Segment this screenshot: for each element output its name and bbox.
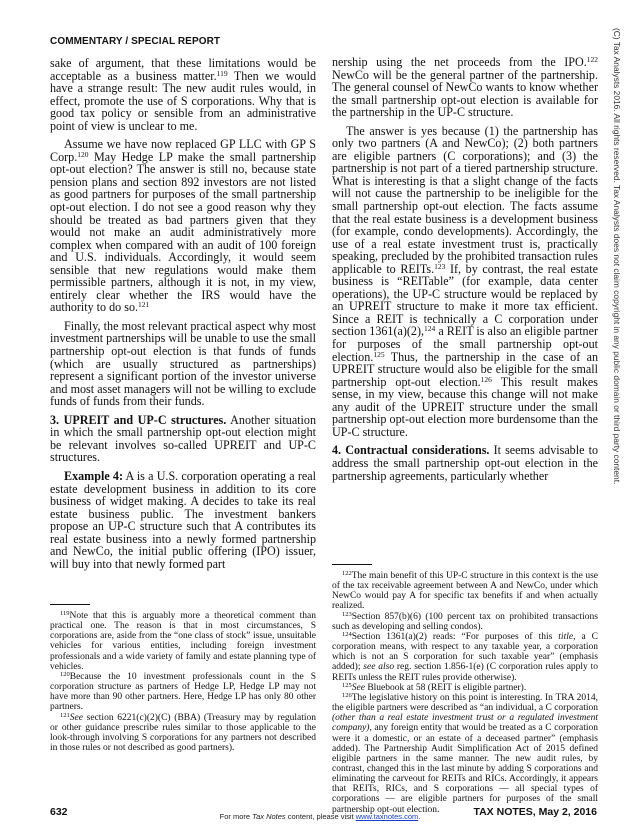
footnote-ref: 121 (60, 711, 70, 719)
footer-prefix: For more (219, 812, 253, 821)
footnote-ref: 120 (60, 670, 70, 678)
footnote-ref: 123 (434, 261, 446, 271)
text-run: Section 857(b)(6) (100 percent tax on prohibited transactions such as developing and selling condos). (332, 611, 598, 632)
right-footnotes (332, 571, 598, 815)
footnote-ref: 123 (342, 610, 352, 618)
section-header: COMMENTARY / SPECIAL REPORT (50, 36, 221, 47)
paragraph (50, 138, 316, 314)
page-number: 632 (50, 806, 68, 818)
text-run: A is a U.S. corporation operating a real estate development business in addition to its core business of widget making. A decides to take its real estate business public. The investment bankers propose an UP-C structure such that A contributes its real estate business into a newly formed partnership and NewCo, the initial public offering (IPO) issuer, will buy into that newly formed part (50, 468, 316, 571)
text-run: This result makes sense, in my view, because this change will not make any audit of the UPREIT structure under the small partnership opt-out election more burdensome than the UP-C structure. (332, 374, 599, 439)
text-run: Bluebook at 58 (REIT is eligible partner). (364, 682, 527, 693)
text-run: reg. section 1.856-1(e) (C corporation rules apply to REITs unless the REIT rules provide otherwise). (332, 662, 599, 683)
left-footnotes (50, 611, 316, 753)
footnote-ref: 125 (373, 349, 385, 359)
text-run: title (558, 631, 574, 642)
text-run: See (351, 682, 365, 693)
footnote-ref: 126 (480, 374, 492, 384)
paragraph (332, 125, 598, 439)
paragraph (50, 320, 316, 408)
footnote-ref: 119 (60, 610, 70, 617)
text-run: sake of argument, that these limitations would be acceptable as a business matter. (50, 56, 316, 83)
text-run: It seems advisable to address the small partnership opt-out election in the partnership agreements, particularly whether (332, 443, 598, 483)
footer-suffix: . (418, 812, 421, 821)
left-column (50, 57, 316, 576)
text-run: Then we would have a strange result: The new audit rules would, in effect, promote the use of S corporations. Why that is good tax policy or sensible from an administrative point of view is unclear to me. (50, 68, 316, 133)
text-run: , a C corporation means, with respect to any taxable year, a corporation which is not an S corporation for such taxable year” (emphasis added); (332, 631, 598, 673)
footnote-ref: 122 (342, 570, 352, 577)
footnote-ref: 122 (586, 55, 598, 64)
footnote-divider (332, 564, 372, 565)
text-run: Another situation in which the small partnership opt-out election might be relevant involves so-called UPREIT and UP-C structures. (50, 412, 316, 465)
footnote-divider (50, 604, 90, 605)
paragraph (50, 414, 316, 464)
text-run: The answer is yes because (1) the partnership has only two partners (A and NewCo); (2) both partners are eligible partners (C corporations); and (3) the partnership is not part of a tiered partnership structure. What is interesting is that a slight change of the facts will not cause the partnership to be ineligible for the small partnership opt-out election. The facts assume that the real estate business is a development business (for example, condo developments). Accordingly, the use of a real estate investment trust is, practically speaking, precluded by the prohibited transaction rules applicable to REITs. (332, 123, 598, 276)
footnote-ref: 125 (342, 681, 352, 689)
footnote (50, 713, 316, 754)
text-run: Thus, the partnership in the case of an UPREIT structure would also be eligible for the small partnership opt-out election. (332, 349, 598, 389)
text-run: The legislative history on this point is interesting. In TRA 2014, the eligible partners were described as “an individual, a C corporation (332, 692, 598, 714)
footer-middle: content, please visit (285, 812, 356, 821)
footnote-ref: 126 (342, 691, 352, 699)
text-run: The main benefit of this UP-C structure in this context is the use of the tax receivable agreement between A and NewCo, under which NewCo would pay A for specific tax benefits if and when actually realized. (332, 571, 598, 612)
text-run: Section 1361(a)(2) reads: “For purposes of this (351, 631, 559, 642)
footnote-ref: 121 (138, 300, 150, 310)
footnote (50, 672, 316, 713)
subheading: 3. UPREIT and UP-C structures. (50, 412, 227, 427)
text-run: May Hedge LP make the small partnership opt-out election? The answer is still no, because state pension plans and section 892 investors are not listed as good partners for purposes of the small partnership opt-out election. I do not see a good reason why they should be treated as bad partners given that they would not make an audit administratively more complex when compared with an audit of 100 foreign and U.S. individuals. Accordingly, it would seem sensible that new regulations would make them permissible partners, although it is not, in my view, entirely clear whether the IRS would have the authority to do so. (50, 149, 316, 315)
publication-date: TAX NOTES, May 2, 2016 (473, 806, 597, 818)
copyright-notice: (C) Tax Analysts 2016. All rights reserved. Tax Analysts does not claim copyright in any public domain or third party content. (612, 28, 622, 485)
footer-brand: Tax Notes (252, 812, 286, 821)
footnote-ref: 124 (342, 630, 352, 638)
subheading: Example 4: (64, 468, 123, 483)
paragraph (332, 56, 598, 119)
paragraph (332, 444, 598, 482)
footnote (332, 612, 598, 632)
paragraph (50, 57, 316, 132)
footnote-ref: 120 (77, 149, 89, 159)
subheading: 4. Contractual considerations. (332, 443, 490, 458)
footnote-ref: 119 (216, 68, 228, 78)
footnote (50, 611, 316, 672)
footnote (332, 571, 598, 612)
paragraph (50, 470, 316, 570)
site-footer (0, 812, 640, 821)
text-run: nership using the net proceeds from the IPO. (332, 55, 587, 69)
text-run: Note that this is arguably more a theoretical comment than practical one. The reason is that in most circumstances, S corporations are, aside from the “one class of stock” issue, unsuitable vehicles for various entities, including foreign investment professionals and a wide variety of family and estate planning type of vehicles. (50, 611, 316, 672)
footnote (332, 693, 598, 815)
footnote (332, 683, 598, 693)
text-run: If, by contrast, the real estate business is “REITable” (for example, data center operations), the UP-C structure would be replaced by an UPREIT structure to make it more tax efficient. Since a REIT is technically a C corporation under section 1361(a)(2), (332, 261, 599, 339)
footnote (332, 632, 598, 683)
text-run: section 6221(c)(2)(C) (BBA) (Treasury may by regulation or other guidance prescribe rules similar to those applicable to the look-through involving S corporations for any partners not described in those rules or not described as good partners). (50, 712, 316, 754)
text-run: See (69, 712, 83, 723)
text-run: a REIT is also an eligible partner for purposes of the small partnership opt-out election. (332, 324, 598, 364)
text-run: (other than a real estate investment trust or a regulated investment company) (332, 713, 598, 734)
taxnotes-link[interactable]: www.taxnotes.com (355, 812, 419, 821)
text-run: , any foreign entity that would be treated as a C corporation were it a domestic, or an estate of a deceased partner” (emphasis added). The Partnership Audit Simplification Act of 2015 defined eligible partners in the same manner. The new audit rules, by contrast, changed this in the last minute by adding S corporations and eliminating the carveout for REITs and RICs. Accordingly, it appears that REITs, RICs, and S corporations — all special types of corporations — are eligible partners for purposes of the small partnership opt-out election. (332, 723, 598, 815)
right-column (332, 56, 598, 488)
text-run: Finally, the most relevant practical aspect why most investment partnerships will be unable to use the small partnership opt-out election is that funds of funds (which are usually structured as partnerships) represent a significant portion of the investor universe and most asset managers will not be willing to exclude funds of funds from their funds. (50, 318, 316, 409)
text-run: Because the 10 investment professionals count in the S corporation structure as partners of Hedge LP, Hedge LP may not have more than 90 other partners. Here, Hedge LP has only 80 other partners. (50, 671, 316, 713)
text-run: Assume we have now replaced GP LLC with GP S Corp. (50, 137, 316, 164)
text-run: see also (363, 662, 395, 673)
text-run: NewCo will be the general partner of the partnership. The general counsel of NewCo wants to know whether the small partnership opt-out election is available for the partnership in the UP-C structure. (332, 67, 598, 120)
footnote-ref: 124 (424, 324, 436, 334)
